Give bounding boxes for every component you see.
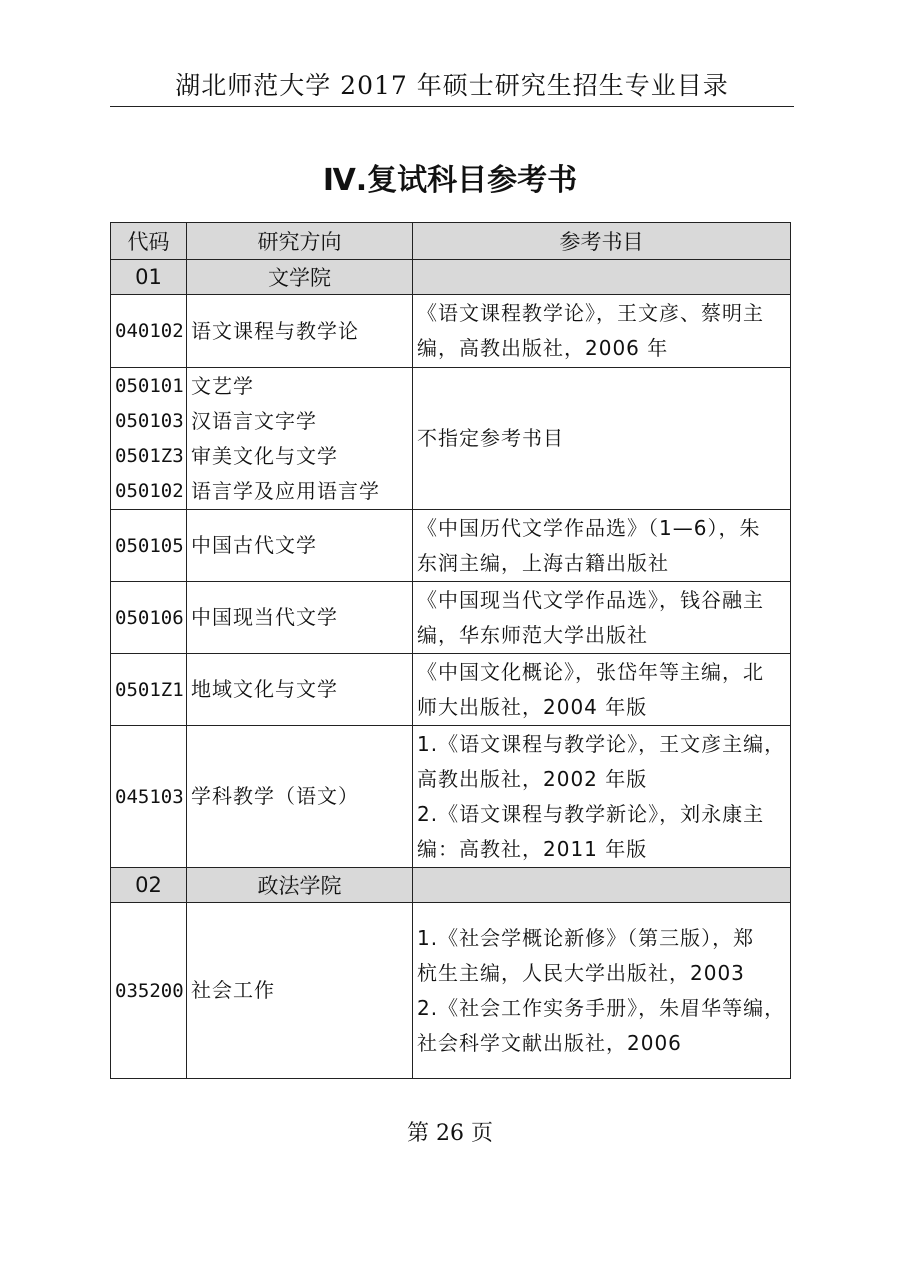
- book-line: 社会科学文献出版社，2006: [417, 1030, 682, 1055]
- row-code: 040102: [111, 295, 187, 368]
- row-direction: 汉语言文字学: [191, 408, 317, 433]
- row-books: [413, 726, 791, 868]
- document-header: 湖北师范大学 2017 年硕士研究生招生专业目录: [175, 71, 729, 100]
- book-line: 2.《语文课程与教学新论》，刘永康主: [417, 801, 765, 826]
- row-code: 045103: [111, 726, 187, 868]
- table-row: [111, 368, 791, 510]
- row-code: 050101: [115, 374, 184, 397]
- header-books: 参考书目: [413, 223, 791, 260]
- section-title: Ⅳ.复试科目参考书: [322, 163, 578, 198]
- page-number: 第 26 页: [407, 1121, 493, 1146]
- row-code: 050102: [115, 479, 184, 502]
- college-code: 02: [111, 868, 187, 903]
- row-code: 050103: [115, 409, 184, 432]
- book-line: 《中国历代文学作品选》（1—6），朱: [417, 515, 761, 540]
- header-rule: [110, 106, 794, 107]
- book-line: 《语文课程教学论》，王文彦、蔡明主: [417, 301, 764, 325]
- book-line: 1.《社会学概论新修》（第三版），郑: [417, 925, 755, 950]
- book-line: 师大出版社，2004 年版: [417, 694, 648, 719]
- row-books: [413, 510, 791, 582]
- row-code: 035200: [111, 903, 187, 1079]
- table-row: [111, 295, 791, 368]
- row-direction: 文艺学: [191, 373, 254, 398]
- row-books: [413, 654, 791, 726]
- row-direction: 地域文化与文学: [187, 654, 413, 726]
- college-empty: [413, 868, 791, 903]
- college-row: [111, 868, 791, 903]
- row-code: 050105: [111, 510, 187, 582]
- table-row: [111, 510, 791, 582]
- row-direction: 语文课程与教学论: [187, 295, 413, 368]
- book-line: 东润主编，上海古籍出版社: [417, 550, 669, 575]
- table-row: [111, 582, 791, 654]
- row-books: [413, 582, 791, 654]
- row-direction: 审美文化与文学: [191, 443, 338, 468]
- row-books: [413, 903, 791, 1079]
- book-line: 2.《社会工作实务手册》，朱眉华等编，: [417, 995, 786, 1020]
- row-direction: 学科教学（语文）: [187, 726, 413, 868]
- book-line: 编，高教出版社，2006 年: [417, 336, 669, 360]
- college-name: 文学院: [187, 260, 413, 295]
- header-direction: 研究方向: [187, 223, 413, 260]
- row-code: 0501Z3: [115, 444, 184, 467]
- book-line: 编：高教社，2011 年版: [417, 836, 648, 861]
- row-direction: 中国现当代文学: [187, 582, 413, 654]
- reference-books-table: [110, 222, 791, 1079]
- row-direction: 社会工作: [187, 903, 413, 1079]
- row-books: [413, 295, 791, 368]
- college-name: 政法学院: [187, 868, 413, 903]
- book-line: 《中国现当代文学作品选》，钱谷融主: [417, 587, 764, 612]
- row-direction: 语言学及应用语言学: [191, 478, 380, 503]
- college-code: 01: [111, 260, 187, 295]
- book-line: 编，华东师范大学出版社: [417, 622, 648, 647]
- row-directions: [187, 368, 413, 510]
- row-code: 0501Z1: [111, 654, 187, 726]
- table-row: [111, 903, 791, 1079]
- college-empty: [413, 260, 791, 295]
- book-line: 高教出版社，2002 年版: [417, 766, 648, 791]
- row-codes: [111, 368, 187, 510]
- table-row: [111, 726, 791, 868]
- table-header-row: [111, 223, 791, 260]
- table-row: [111, 654, 791, 726]
- college-row: [111, 260, 791, 295]
- book-line: 1.《语文课程与教学论》，王文彦主编，: [417, 731, 786, 756]
- header-code: 代码: [111, 223, 187, 260]
- book-line: 《中国文化概论》，张岱年等主编，北: [417, 659, 764, 684]
- row-code: 050106: [111, 582, 187, 654]
- book-line: 杭生主编，人民大学出版社，2003: [417, 960, 745, 985]
- row-books: 不指定参考书目: [413, 368, 791, 510]
- row-direction: 中国古代文学: [187, 510, 413, 582]
